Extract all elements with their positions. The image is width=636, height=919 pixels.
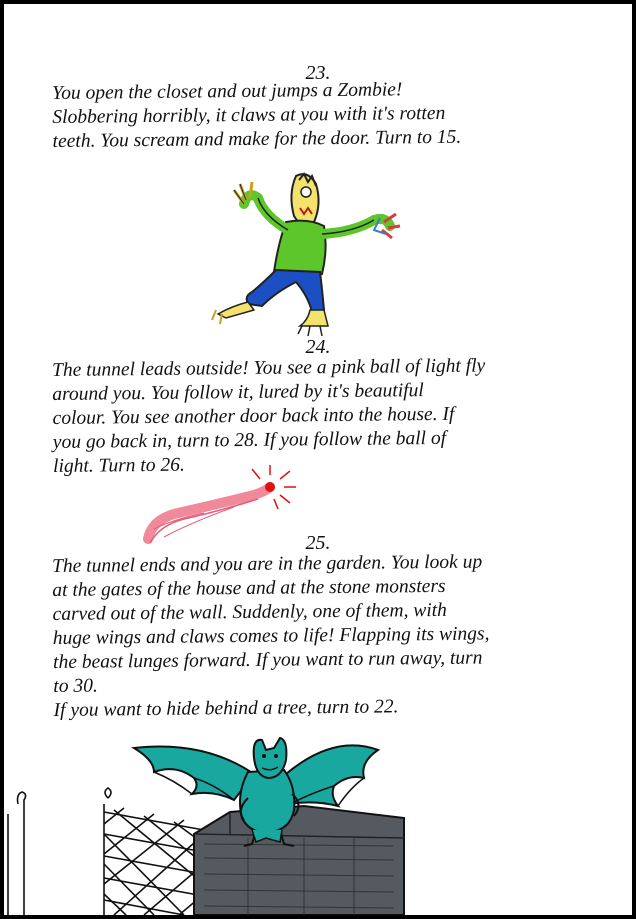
text-line: The tunnel ends and you are in the garden. You look up bbox=[52, 551, 483, 577]
text-line: teeth. You scream and make for the door. Turn to 15. bbox=[52, 126, 462, 152]
section-23-text bbox=[52, 77, 573, 154]
text-line: colour. You see another door back into the house. If bbox=[52, 403, 455, 429]
text-line: to 30. bbox=[53, 675, 98, 697]
section-number-24: 24. bbox=[305, 336, 331, 358]
text-line: light. Turn to 26. bbox=[53, 454, 185, 477]
text-line: Slobbering horribly, it claws at you with it's rotten bbox=[52, 102, 446, 128]
zombie-drawing bbox=[204, 164, 414, 339]
section-25-text bbox=[52, 550, 574, 723]
text-line: at the gates of the house and at the stone monsters bbox=[52, 575, 446, 601]
text-line: You open the closet and out jumps a Zombie! bbox=[52, 79, 403, 104]
text-line: The tunnel leads outside! You see a pink ball of light fly bbox=[52, 355, 486, 381]
text-line: carved out of the wall. Suddenly, one of them, with bbox=[52, 599, 447, 625]
storybook-page bbox=[4, 4, 632, 915]
section-number-25: 25. bbox=[305, 532, 331, 554]
text-line: If you want to hide behind a tree, turn to 22. bbox=[53, 696, 399, 721]
section-number-23: 23. bbox=[305, 62, 331, 84]
gargoyle-drawing bbox=[4, 734, 632, 915]
text-line: around you. You follow it, lured by it's beautiful bbox=[52, 380, 424, 405]
text-line: huge wings and claws comes to life! Flapping its wings, bbox=[52, 623, 490, 649]
text-line: you go back in, turn to 28. If you follow the ball of bbox=[52, 427, 447, 453]
text-line: the beast lunges forward. If you want to run away, turn bbox=[53, 647, 483, 673]
